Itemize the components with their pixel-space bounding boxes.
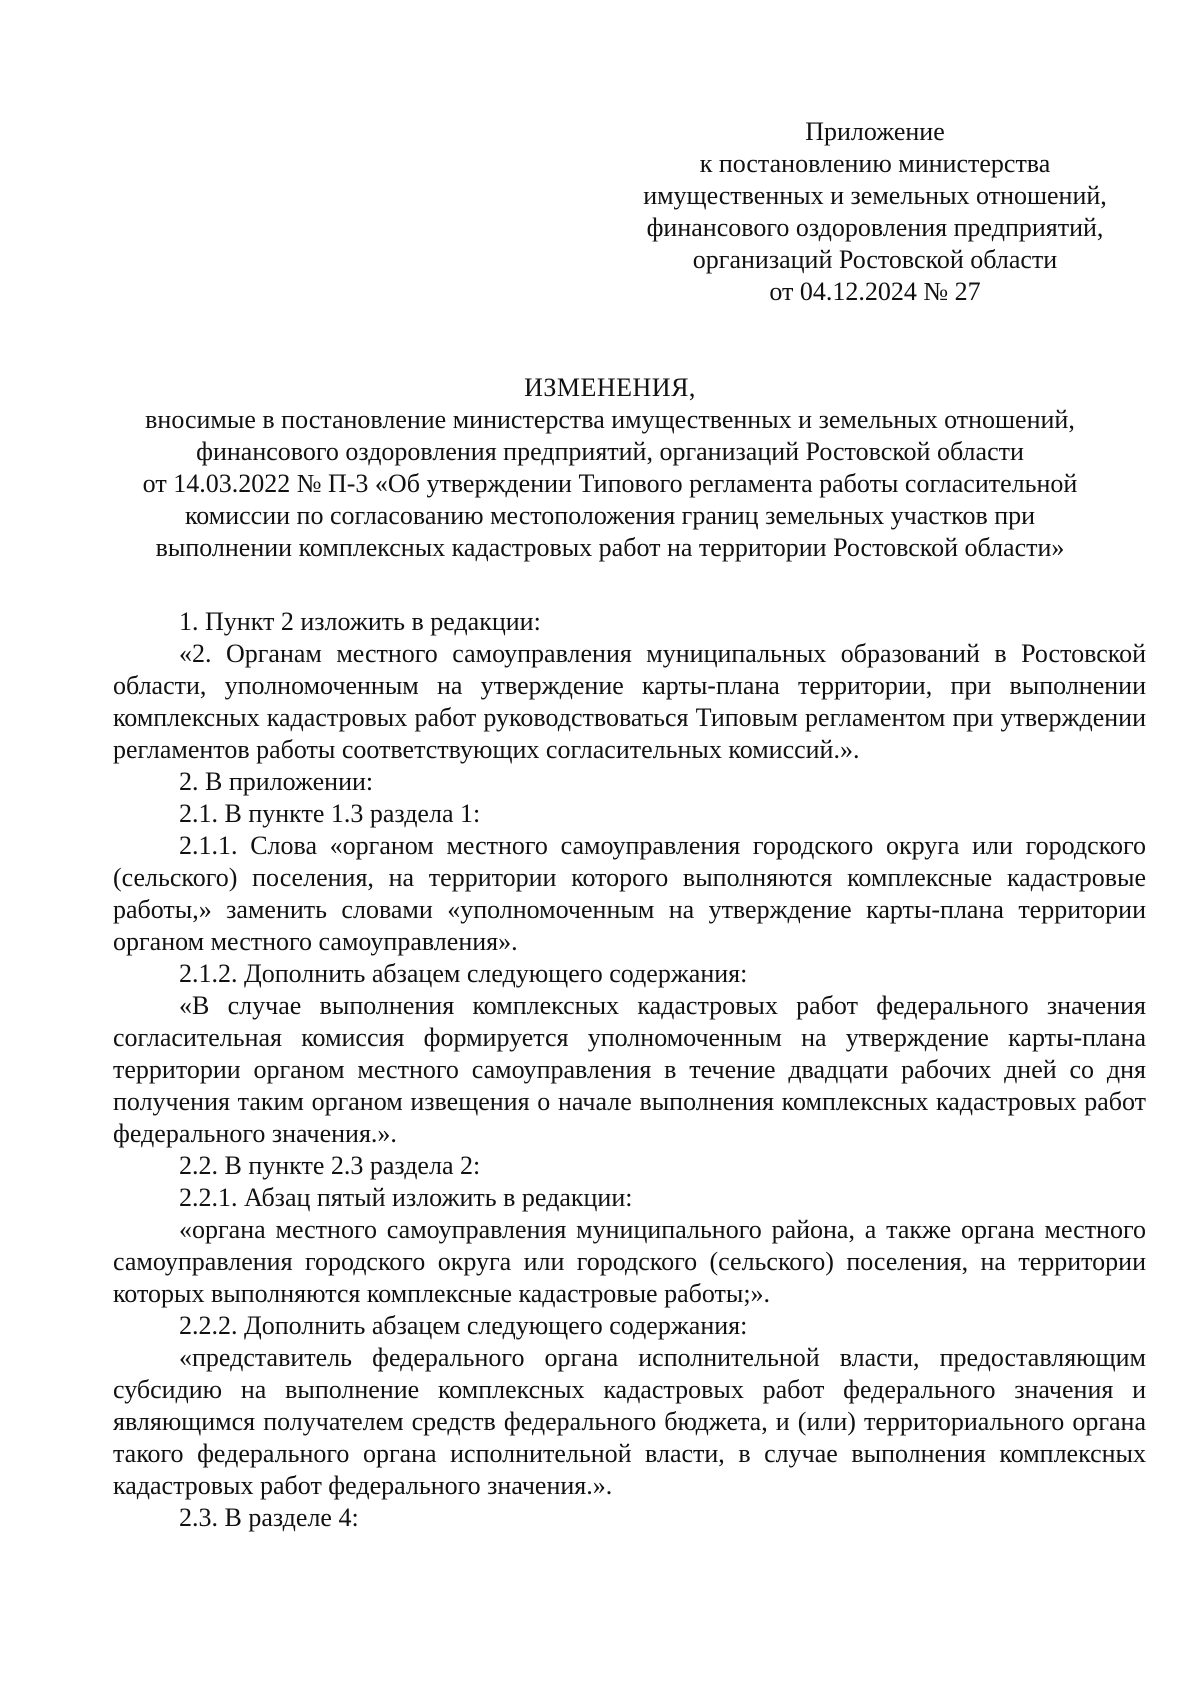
paragraph: «2. Органам местного самоуправления муниципальных образований в Ростовской области, уполномоченным на утверждение карты-плана территории, при выполнении комплексных кадастровых работ руководствоваться Типовым регламентом при утверждении регламентов работы соответствующих согласительных комиссий.». — [113, 639, 1146, 764]
paragraph: 2. В приложении: — [179, 767, 374, 796]
appendix-line: к постановлению министерства — [699, 149, 1051, 178]
appendix-date-number: от 04.12.2024 № 27 — [769, 277, 981, 306]
title-line: вносимые в постановление министерства имущественных и земельных отношений, — [145, 405, 1075, 434]
paragraph: 1. Пункт 2 изложить в редакции: — [179, 607, 541, 636]
appendix-header — [615, 116, 1135, 308]
title-line: финансового оздоровления предприятий, организаций Ростовской области — [196, 437, 1024, 466]
title-line: комиссии по согласованию местоположения границ земельных участков при — [184, 501, 1036, 530]
document-body — [113, 606, 1146, 1534]
title-line: от 14.03.2022 № П-3 «Об утверждении Типового регламента работы согласительной — [142, 469, 1078, 498]
paragraph: 2.1.1. Слова «органом местного самоуправления городского округа или городского (сельского) поселения, на территории которого выполняются комплексные кадастровые работы,» заменить словами «уполномоченным на утверждение карты-плана территории органом местного самоуправления». — [113, 831, 1146, 956]
paragraph: «представитель федерального органа исполнительной власти, предоставляющим субсидию на выполнение комплексных кадастровых работ федерального значения и являющимся получателем средств федерального бюджета, и (или) территориального органа такого федерального органа исполнительной власти, в случае выполнения комплексных кадастровых работ федерального значения.». — [113, 1343, 1146, 1500]
paragraph: 2.2.1. Абзац пятый изложить в редакции: — [179, 1183, 633, 1212]
paragraph: 2.3. В разделе 4: — [179, 1503, 359, 1532]
appendix-line: финансового оздоровления предприятий, — [646, 213, 1104, 242]
paragraph: 2.2. В пункте 2.3 раздела 2: — [179, 1151, 481, 1180]
paragraph: 2.1.2. Дополнить абзацем следующего содержания: — [179, 959, 748, 988]
paragraph: «органа местного самоуправления муниципального района, а также органа местного самоуправления городского округа или городского (сельского) поселения, на территории которых выполняются комплексные кадастровые работы;». — [113, 1215, 1146, 1308]
appendix-line: имущественных и земельных отношений, — [643, 181, 1107, 210]
paragraph: «В случае выполнения комплексных кадастровых работ федерального значения согласительная комиссия формируется уполномоченным на утверждение карты-плана территории органом местного самоуправления в течение двадцати рабочих дней со дня получения таким органом извещения о начале выполнения комплексных кадастровых работ федерального значения.». — [113, 991, 1146, 1148]
paragraph: 2.1. В пункте 1.3 раздела 1: — [179, 799, 481, 828]
title-line: выполнении комплексных кадастровых работ на территории Ростовской области» — [155, 533, 1065, 562]
document-title-block — [90, 372, 1130, 564]
paragraph: 2.2.2. Дополнить абзацем следующего содержания: — [179, 1311, 748, 1340]
document-title: ИЗМЕНЕНИЯ, — [524, 373, 696, 402]
appendix-line: организаций Ростовской области — [692, 245, 1058, 274]
appendix-line: Приложение — [805, 117, 945, 146]
